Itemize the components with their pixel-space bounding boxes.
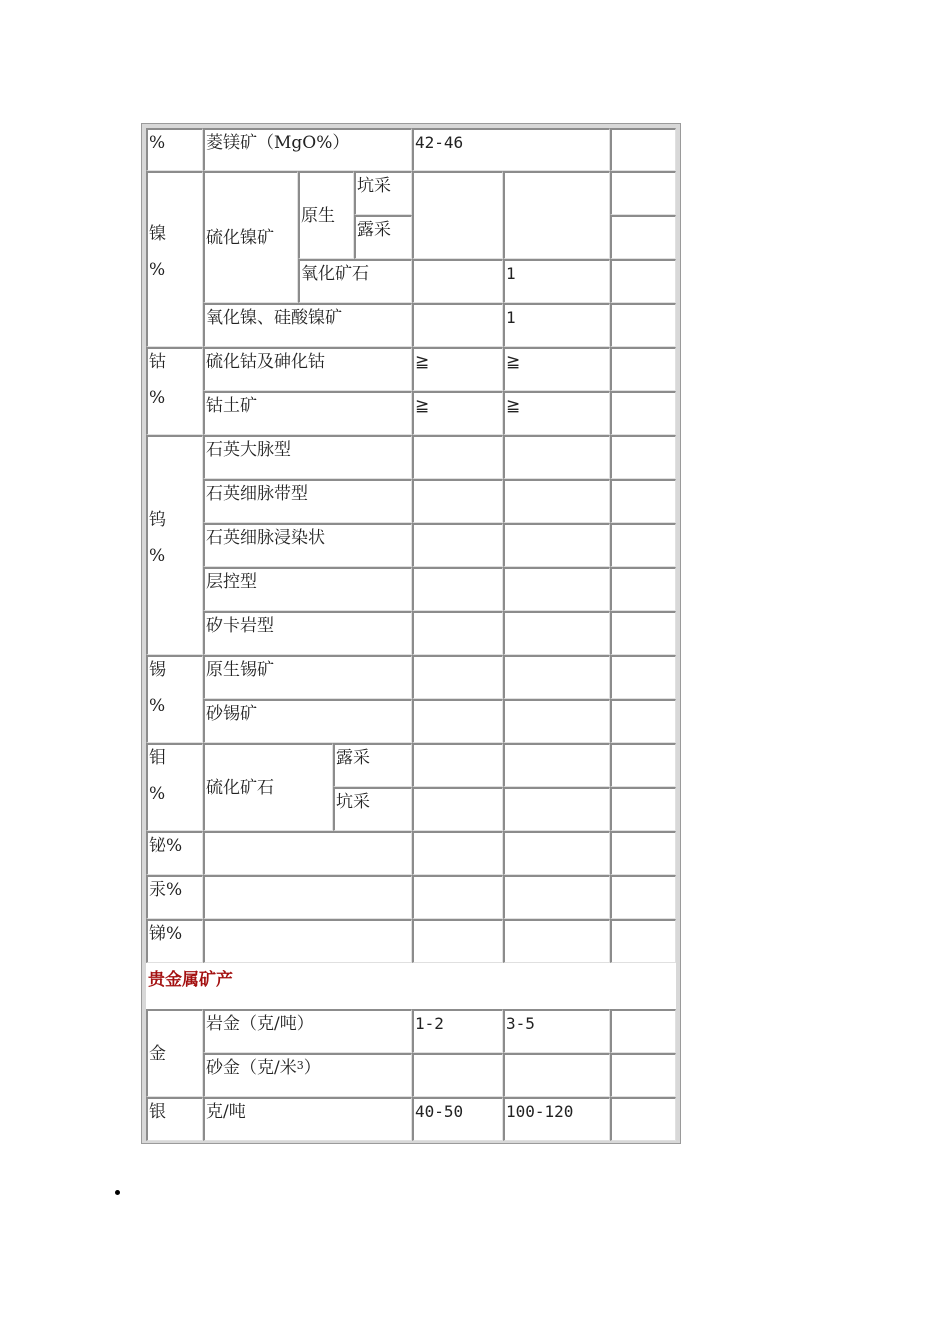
cell-bi-a — [412, 831, 503, 875]
cell-mg-value: 42-46 — [412, 128, 610, 171]
cell-co-r2: 钴土矿 — [203, 391, 412, 435]
cell-co-element — [146, 347, 203, 435]
cell-sn-r1-b — [503, 655, 610, 699]
cell-w-type-2-a — [412, 479, 503, 523]
cell-mo-open-b — [503, 743, 610, 787]
cell-sb-b — [503, 919, 610, 963]
cell-ni-open: 露采 — [354, 215, 412, 259]
cell-ni-val-b — [503, 171, 610, 259]
cell-ni-silicate-extra — [610, 303, 676, 347]
co-unit-label: % — [149, 388, 166, 408]
cell-ni-extra-2 — [610, 215, 676, 259]
cell-w-type-2-b — [503, 479, 610, 523]
cell-ag-extra — [610, 1097, 676, 1141]
cell-au-r1: 岩金（克/吨） — [203, 1009, 412, 1053]
cell-ni-pit: 坑采 — [354, 171, 412, 215]
cell-co-r1-extra — [610, 347, 676, 391]
cell-w-type-1-a — [412, 435, 503, 479]
cell-mo-element — [146, 743, 203, 831]
cell-ni-primary: 原生 — [298, 171, 354, 259]
cell-hg-desc — [203, 875, 412, 919]
cell-w-type-3-b — [503, 523, 610, 567]
cell-bi-desc — [203, 831, 412, 875]
cell-sn-r2-a — [412, 699, 503, 743]
sn-element-label: 锡 — [149, 660, 166, 680]
cell-sn-r1-extra — [610, 655, 676, 699]
cell-w-type-4-b — [503, 567, 610, 611]
ore-grade-table — [141, 123, 681, 1144]
cell-ni-oxide-b: 1 — [503, 259, 610, 303]
cell-w-type-3-a — [412, 523, 503, 567]
cell-mo-ore: 硫化矿石 — [203, 743, 333, 831]
w-unit-label: % — [149, 546, 166, 566]
mo-element-label: 钼 — [149, 748, 166, 768]
cell-w-type-5: 矽卡岩型 — [203, 611, 412, 655]
cell-mo-open: 露采 — [333, 743, 412, 787]
cell-ni-sulfide: 硫化镍矿 — [203, 171, 298, 303]
au-r2-close: ） — [303, 1058, 321, 1078]
cell-sb-a — [412, 919, 503, 963]
cell-au-r2-extra — [610, 1053, 676, 1097]
cell-mo-open-a — [412, 743, 503, 787]
cell-ni-oxide-a — [412, 259, 503, 303]
cell-ni-val-a — [412, 171, 503, 259]
cell-w-type-3: 石英细脉浸染状 — [203, 523, 412, 567]
cell-w-type-2-extra — [610, 479, 676, 523]
cell-w-type-5-a — [412, 611, 503, 655]
cell-co-r1-b: ≧ — [503, 347, 610, 391]
cell-bi: 铋% — [146, 831, 203, 875]
ni-element-label: 镍 — [149, 224, 166, 244]
cell-mo-open-extra — [610, 743, 676, 787]
cell-ni-oxide-extra — [610, 259, 676, 303]
cell-sn-r1-a — [412, 655, 503, 699]
cell-sn-r2: 砂锡矿 — [203, 699, 412, 743]
cell-au-r2-a — [412, 1053, 503, 1097]
cell-au-r1-b: 3-5 — [503, 1009, 610, 1053]
cell-sn-element — [146, 655, 203, 743]
cell-au-r2-b — [503, 1053, 610, 1097]
cell-co-r2-a: ≧ — [412, 391, 503, 435]
cell-au-r2 — [203, 1053, 412, 1097]
cell-w-type-4-a — [412, 567, 503, 611]
mo-unit-label: % — [149, 784, 166, 804]
cell-mg-mineral: 菱镁矿（MgO%） — [203, 128, 412, 171]
cell-w-type-1-extra — [610, 435, 676, 479]
cell-w-element — [146, 435, 203, 655]
cell-w-type-4-extra — [610, 567, 676, 611]
cell-hg-b — [503, 875, 610, 919]
cell-ag-unit: 克/吨 — [203, 1097, 412, 1141]
au-r2-superscript: 3 — [296, 1059, 304, 1072]
cell-mg-label: % — [146, 128, 203, 171]
sn-unit-label: % — [149, 696, 166, 716]
au-r2-text: 砂金（克/米 — [206, 1058, 297, 1078]
cell-co-r2-extra — [610, 391, 676, 435]
cell-w-type-1-b — [503, 435, 610, 479]
cell-sb: 锑% — [146, 919, 203, 963]
co-element-label: 钴 — [149, 352, 166, 372]
cell-w-type-4: 层控型 — [203, 567, 412, 611]
cell-bi-b — [503, 831, 610, 875]
cell-w-type-5-extra — [610, 611, 676, 655]
cell-sn-r2-b — [503, 699, 610, 743]
cell-ag-a: 40-50 — [412, 1097, 503, 1141]
cell-mo-pit: 坑采 — [333, 787, 412, 831]
cell-ni-element — [146, 171, 203, 347]
cell-ni-extra-1 — [610, 171, 676, 215]
cell-ni-oxide-ore: 氧化矿石 — [298, 259, 412, 303]
cell-co-r1-a: ≧ — [412, 347, 503, 391]
section-precious-metals: 贵金属矿产 — [146, 963, 676, 1009]
cell-co-r1: 硫化钴及砷化钴 — [203, 347, 412, 391]
ni-unit-label: % — [149, 260, 166, 280]
cell-sb-desc — [203, 919, 412, 963]
cell-mo-pit-extra — [610, 787, 676, 831]
cell-w-type-3-extra — [610, 523, 676, 567]
cell-w-type-2: 石英细脉带型 — [203, 479, 412, 523]
cell-au-r1-a: 1-2 — [412, 1009, 503, 1053]
cell-au-element: 金 — [146, 1009, 203, 1097]
cell-ni-silicate-a — [412, 303, 503, 347]
cell-w-type-5-b — [503, 611, 610, 655]
cell-hg-extra — [610, 875, 676, 919]
cell-ni-silicate-b: 1 — [503, 303, 610, 347]
cell-w-type-1: 石英大脉型 — [203, 435, 412, 479]
cell-hg: 汞% — [146, 875, 203, 919]
list-bullet-icon — [115, 1190, 120, 1195]
cell-ni-silicate: 氧化镍、硅酸镍矿 — [203, 303, 412, 347]
w-element-label: 钨 — [149, 510, 166, 530]
cell-mg-extra — [610, 128, 676, 171]
cell-sn-r2-extra — [610, 699, 676, 743]
cell-mo-pit-a — [412, 787, 503, 831]
cell-sn-r1: 原生锡矿 — [203, 655, 412, 699]
cell-au-r1-extra — [610, 1009, 676, 1053]
cell-sb-extra — [610, 919, 676, 963]
cell-co-r2-b: ≧ — [503, 391, 610, 435]
cell-ag-element: 银 — [146, 1097, 203, 1141]
cell-bi-extra — [610, 831, 676, 875]
cell-hg-a — [412, 875, 503, 919]
cell-ag-b: 100-120 — [503, 1097, 610, 1141]
cell-mo-pit-b — [503, 787, 610, 831]
